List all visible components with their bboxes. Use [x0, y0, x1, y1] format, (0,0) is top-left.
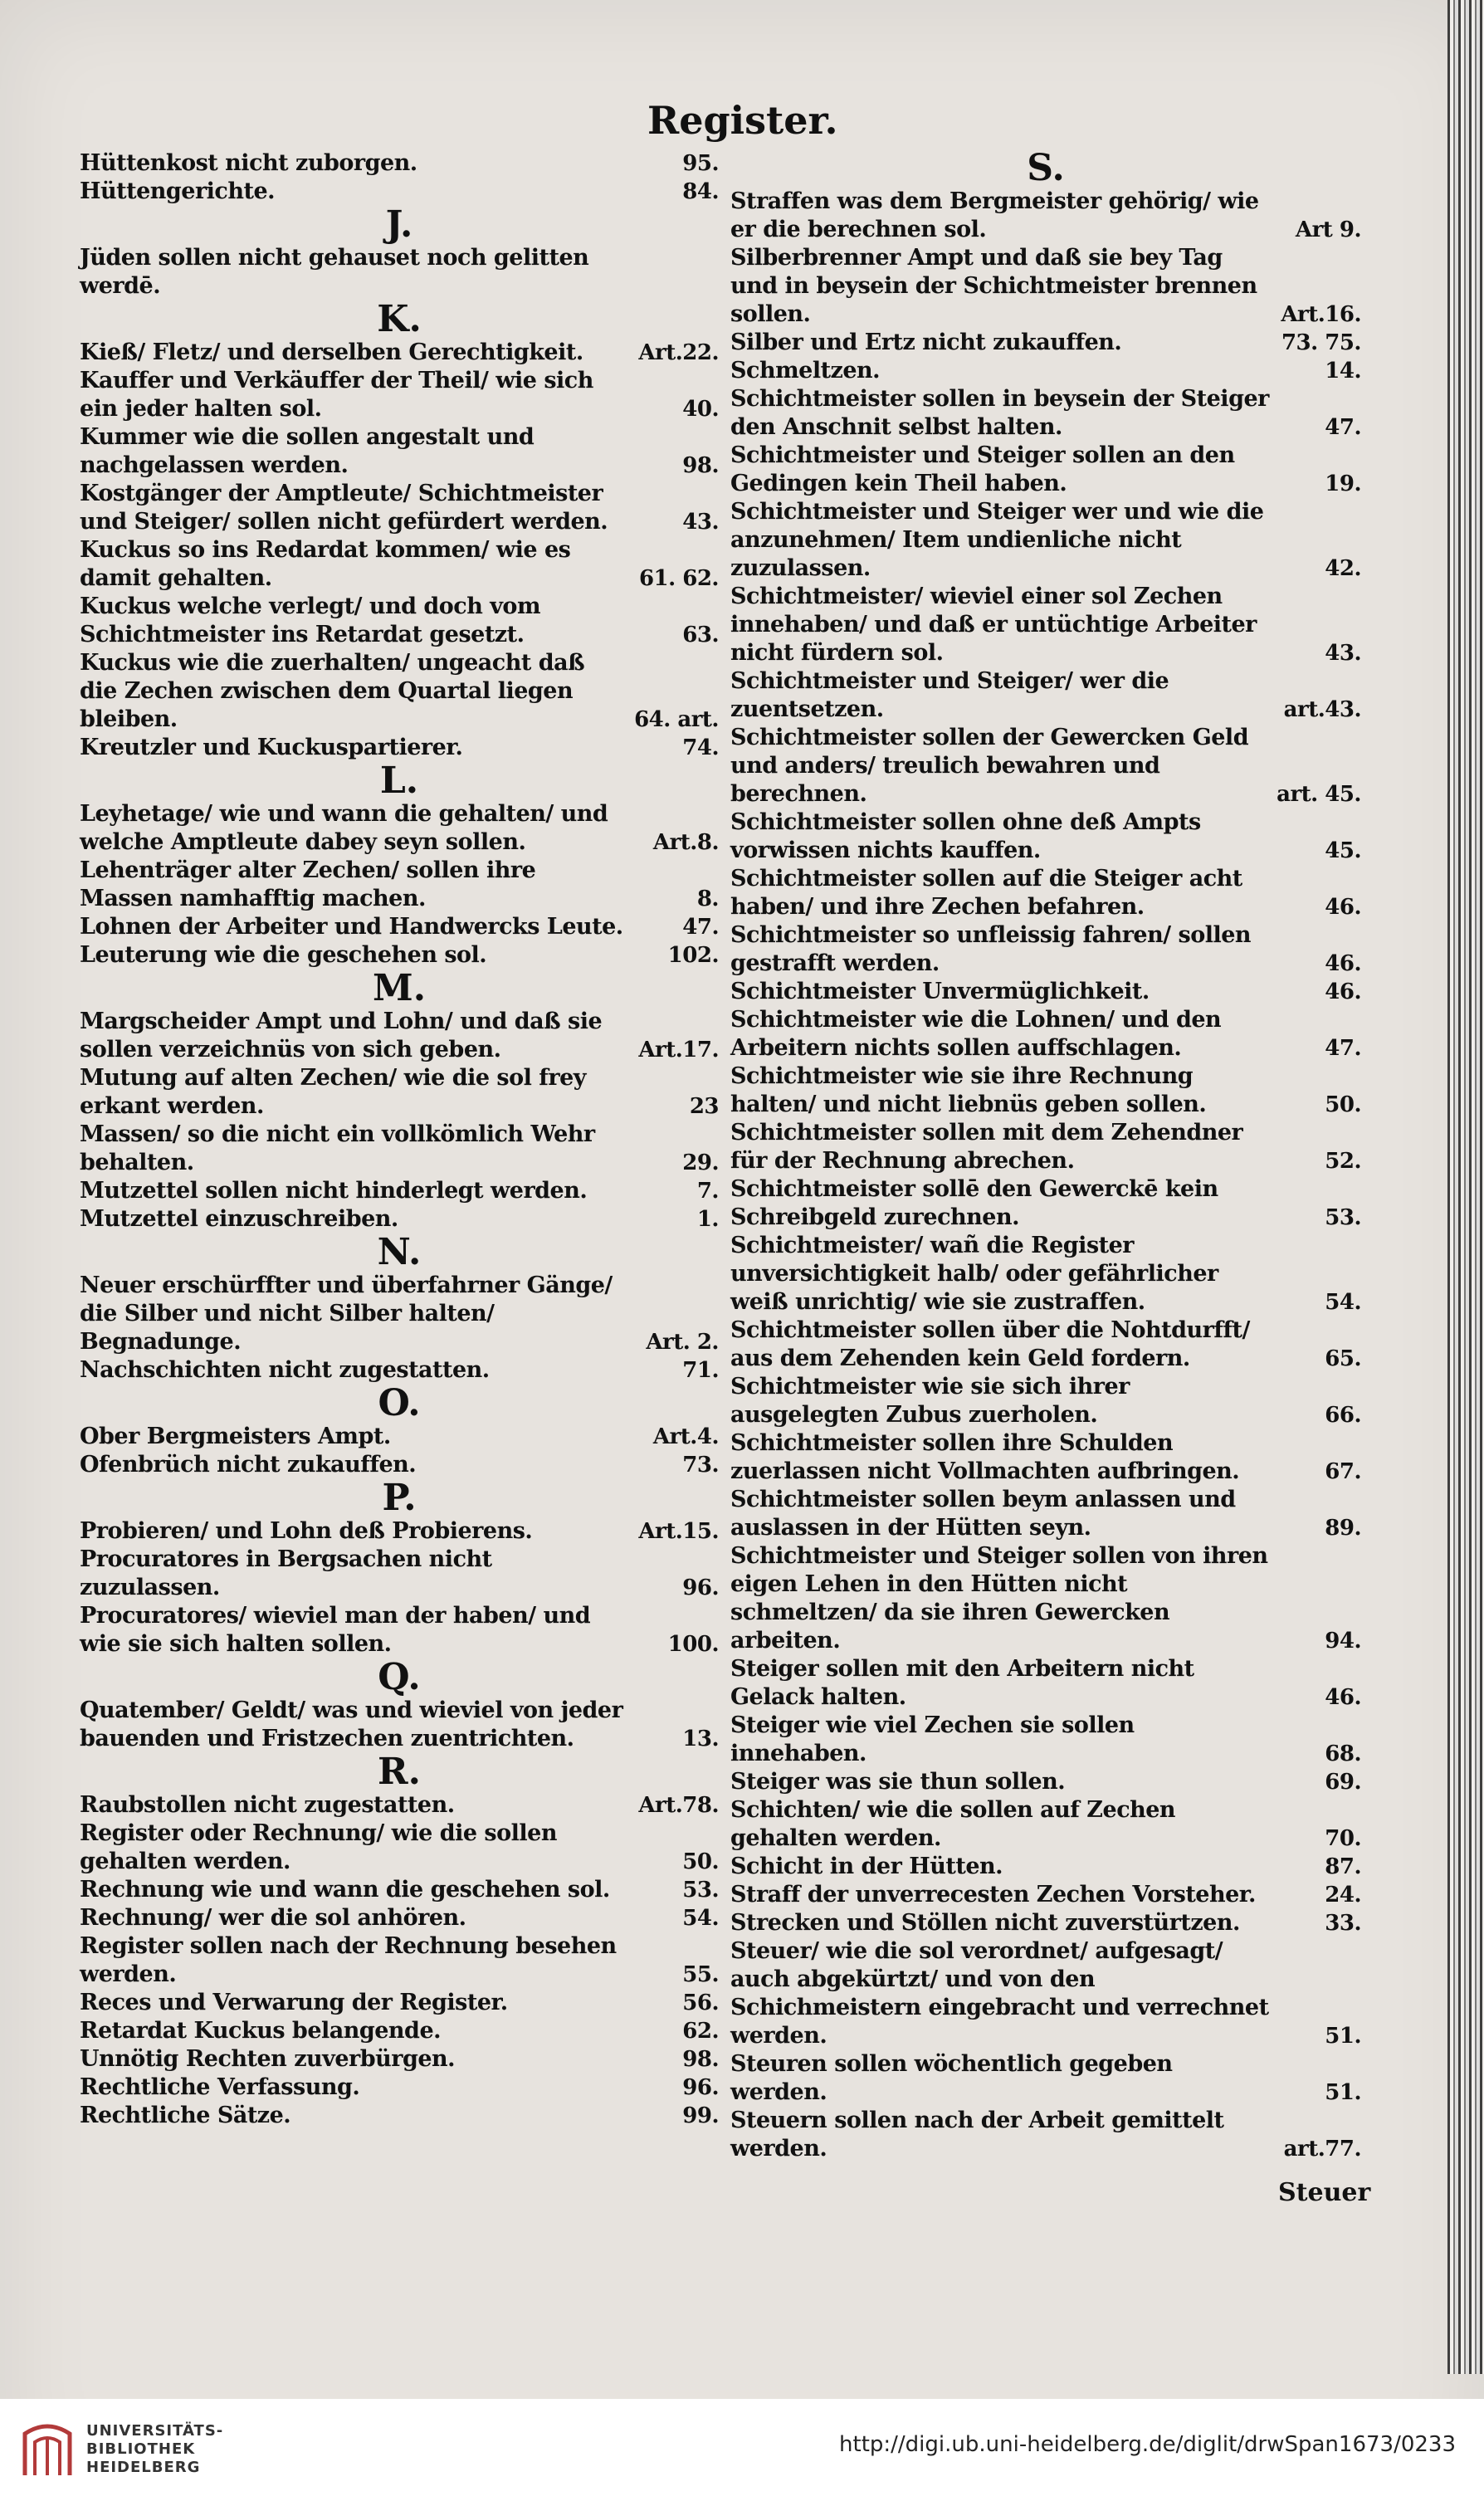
index-entry	[730, 808, 1361, 865]
entry-reference: 95.	[682, 151, 719, 176]
index-entry	[80, 800, 719, 857]
entry-text: Rechnung wie und wann die geschehen sol.	[80, 1877, 610, 1903]
index-entry	[730, 921, 1361, 978]
index-entry	[730, 1542, 1361, 1655]
section-letter: J.	[385, 203, 413, 246]
library-name-line1: UNIVERSITÄTS-	[86, 2422, 224, 2440]
index-entry	[80, 1423, 719, 1451]
entry-text: Steiger sollen mit den Arbeitern nicht Gelack halten.	[730, 1656, 1194, 1710]
section-letter: K.	[377, 298, 422, 340]
library-name	[86, 2422, 223, 2477]
entry-reference: 24.	[1325, 1883, 1361, 1908]
entry-text: Schichtmeister so unfleissig fahren/ sollen gestrafft werden.	[730, 922, 1252, 976]
index-entry	[730, 329, 1361, 357]
university-seal-icon	[18, 2417, 76, 2480]
entry-reference: 53.	[682, 1878, 719, 1903]
index-entry	[730, 2107, 1361, 2163]
entry-reference: 73.	[682, 1453, 719, 1478]
index-entry	[730, 498, 1361, 583]
entry-text: Kuckus so ins Redardat kommen/ wie es damit gehalten.	[80, 537, 571, 591]
index-entry	[80, 1602, 719, 1658]
entry-text: Steiger was sie thun sollen.	[730, 1769, 1066, 1795]
entry-text: Mutung auf alten Zechen/ wie die sol frey erkant werden.	[80, 1065, 586, 1119]
entry-text: Schichtmeister/ wañ die Register unversichtigkeit halb/ oder gefährlicher weiß unrichtig/ wie sie zustraffen.	[730, 1233, 1218, 1315]
index-entry	[80, 1546, 719, 1602]
entry-reference: 55.	[682, 1962, 719, 1987]
index-entry	[80, 1791, 719, 1820]
index-entry	[80, 1517, 719, 1546]
entry-text: Strecken und Stöllen nicht zuverstürtzen.	[730, 1910, 1240, 1936]
entry-text: Kuckus welche verlegt/ und doch vom Schichtmeister ins Retardat gesetzt.	[80, 593, 541, 647]
entry-text: Massen/ so die nicht ein vollkömlich Wehr behalten.	[80, 1121, 595, 1175]
entry-reference: art.77.	[1283, 2137, 1361, 2162]
entry-text: Nachschichten nicht zugestatten.	[80, 1357, 490, 1383]
entry-text: Rechtliche Sätze.	[80, 2103, 291, 2128]
index-entry	[730, 1796, 1361, 1853]
index-entry	[80, 339, 719, 367]
entry-text: Steiger wie viel Zechen sie sollen innehaben.	[730, 1712, 1135, 1766]
entry-text: Schichten/ wie die sollen auf Zechen gehalten werden.	[730, 1797, 1176, 1851]
entry-reference: Art.15.	[638, 1519, 719, 1544]
entry-reference: 62.	[682, 2019, 719, 2044]
index-entry	[80, 1008, 719, 1064]
index-entry	[80, 536, 719, 593]
index-entry	[730, 1062, 1361, 1119]
entry-reference: 69.	[1325, 1770, 1361, 1795]
entry-reference: 67.	[1325, 1459, 1361, 1484]
entry-reference: 50.	[1325, 1092, 1361, 1117]
index-entry	[80, 2017, 719, 2045]
entry-text: Straffen was dem Bergmeister gehörig/ wie er die berechnen sol.	[730, 188, 1259, 242]
index-entry	[80, 2102, 719, 2130]
entry-text: Schichtmeister und Steiger wer und wie die anzunehmen/ Item undienliche nicht zuzulassen.	[730, 499, 1264, 581]
entry-reference: art. 45.	[1277, 782, 1361, 807]
entry-text: Schichtmeister sollen auf die Steiger acht haben/ und ihre Zechen befahren.	[730, 866, 1242, 920]
entry-reference: 65.	[1325, 1346, 1361, 1371]
entry-reference: 14.	[1325, 359, 1361, 383]
section-letter: N.	[377, 1231, 422, 1273]
section-letter: L.	[379, 760, 419, 802]
entry-text: Lohnen der Arbeiter und Handwercks Leute.	[80, 914, 623, 940]
entry-text: Lehenträger alter Zechen/ sollen ihre Massen namhafftig machen.	[80, 857, 536, 911]
entry-text: Kieß/ Fletz/ und derselben Gerechtigkeit.	[80, 339, 583, 365]
entry-text: Steuer/ wie die sol verordnet/ aufgesagt/ auch abgekürtzt/ und von den Schichmeistern eingebracht und verrechnet werden.	[730, 1938, 1269, 2049]
entry-text: Schichtmeister sollen ihre Schulden zuerlassen nicht Vollmachten aufbringen.	[730, 1430, 1240, 1484]
entry-reference: 98.	[682, 2047, 719, 2072]
entry-text: Straff der unverrecesten Zechen Vorsteher.	[730, 1882, 1256, 1908]
index-entry	[730, 357, 1361, 385]
entry-reference: Art.4.	[652, 1424, 719, 1449]
entry-reference: 98.	[682, 453, 719, 478]
entry-reference: 50.	[682, 1849, 719, 1874]
index-entry	[80, 423, 719, 480]
index-entry	[730, 1768, 1361, 1796]
entry-text: Leuterung wie die geschehen sol.	[80, 942, 487, 968]
entry-reference: 70.	[1325, 1826, 1361, 1851]
entry-reference: 54.	[682, 1906, 719, 1931]
index-entry	[730, 583, 1361, 667]
entry-text: Mutzettel einzuschreiben.	[80, 1206, 398, 1232]
index-entry	[80, 941, 719, 970]
entry-reference: 47.	[682, 915, 719, 940]
index-entry	[730, 1232, 1361, 1316]
entry-text: Reces und Verwarung der Register.	[80, 1990, 508, 2015]
entry-reference: Art.8.	[652, 830, 719, 855]
section-letter: R.	[378, 1751, 421, 1793]
entry-text: Schichtmeister sollen mit dem Zehendner für der Rechnung abrechen.	[730, 1120, 1243, 1174]
entry-reference: 94.	[1325, 1629, 1361, 1653]
entry-text: Schicht in der Hütten.	[730, 1854, 1003, 1879]
source-url[interactable]: http://digi.ub.uni-heidelberg.de/diglit/drwSpan1673/0233	[839, 2432, 1456, 2457]
index-entry	[80, 178, 719, 206]
entry-text: Kuckus wie die zuerhalten/ ungeacht daß die Zechen zwischen dem Quartal liegen bleiben.	[80, 650, 585, 732]
entry-reference: 33.	[1325, 1911, 1361, 1936]
entry-text: Retardat Kuckus belangende.	[80, 2018, 442, 2044]
index-entry	[80, 1451, 719, 1479]
index-entry	[730, 188, 1361, 244]
index-entry	[80, 1932, 719, 1989]
index-entry	[730, 244, 1361, 329]
index-entry	[730, 1712, 1361, 1768]
index-entry	[730, 1937, 1361, 2050]
index-entry	[80, 1876, 719, 1904]
index-entry	[80, 2045, 719, 2074]
section-letter: S.	[1027, 147, 1065, 189]
index-entry	[730, 1853, 1361, 1881]
index-entry	[730, 1006, 1361, 1062]
entry-reference: 19.	[1325, 471, 1361, 496]
entry-reference: Art 9.	[1295, 217, 1361, 242]
entry-reference: 45.	[1325, 838, 1361, 863]
entry-text: Kreutzler und Kuckuspartierer.	[80, 735, 463, 760]
entry-reference: Art. 2.	[646, 1330, 719, 1355]
index-entry	[80, 1064, 719, 1121]
entry-text: Procuratores/ wieviel man der haben/ und wie sie sich halten sollen.	[80, 1603, 591, 1657]
entry-reference: 87.	[1325, 1854, 1361, 1879]
entry-text: Schichtmeister Unvermüglichkeit.	[730, 979, 1150, 1004]
left-column	[80, 149, 719, 2130]
index-entry	[80, 367, 719, 423]
index-entry	[80, 593, 719, 649]
entry-text: Register oder Rechnung/ wie die sollen gehalten werden.	[80, 1820, 557, 1874]
index-entry	[80, 1697, 719, 1753]
index-entry	[730, 865, 1361, 921]
index-entry	[730, 1486, 1361, 1542]
index-entry	[80, 1121, 719, 1177]
entry-reference: art.43.	[1283, 697, 1361, 722]
entry-text: Steuren sollen wöchentlich gegeben werden.	[730, 2051, 1173, 2105]
entry-reference: Art.16.	[1281, 302, 1361, 327]
entry-reference: 42.	[1325, 556, 1361, 581]
index-entry	[80, 244, 719, 300]
entry-text: Schichtmeister/ wieviel einer sol Zechen innehaben/ und daß er untüchtige Arbeiter nicht fürdern sol.	[730, 584, 1257, 666]
index-entry	[730, 1909, 1361, 1937]
entry-reference: 43.	[1325, 641, 1361, 666]
entry-text: Margscheider Ampt und Lohn/ und daß sie sollen verzeichnüs von sich geben.	[80, 1009, 603, 1062]
entry-text: Schmeltzen.	[730, 358, 881, 383]
index-entry	[80, 2074, 719, 2102]
entry-text: Hüttengerichte.	[80, 178, 276, 204]
index-entry	[730, 667, 1361, 724]
entry-text: Schichtmeister sollen in beysein der Steiger den Anschnit selbst halten.	[730, 386, 1269, 440]
entry-reference: Art.17.	[638, 1038, 719, 1062]
section-letter: Q.	[378, 1656, 421, 1698]
entry-reference: 8.	[696, 887, 719, 911]
entry-text: Hüttenkost nicht zuborgen.	[80, 150, 417, 176]
index-entry	[730, 1373, 1361, 1429]
entry-reference: 74.	[682, 735, 719, 760]
entry-text: Steuern sollen nach der Arbeit gemittelt werden.	[730, 2108, 1224, 2162]
library-name-line2: BIBLIOTHEK	[86, 2440, 196, 2458]
entry-reference: 23	[689, 1094, 719, 1119]
index-entry	[80, 857, 719, 913]
entry-reference: 89.	[1325, 1516, 1361, 1541]
index-entry	[730, 2050, 1361, 2107]
entry-text: Schichtmeister und Steiger sollen an den Gedingen kein Theil haben.	[730, 442, 1235, 496]
entry-text: Raubstollen nicht zugestatten.	[80, 1792, 455, 1818]
index-entry	[80, 1205, 719, 1233]
library-name-line3: HEIDELBERG	[86, 2459, 201, 2476]
entry-text: Jüden sollen nicht gehauset noch gelitten werdē.	[80, 245, 589, 299]
index-entry	[80, 149, 719, 178]
index-entry	[730, 1655, 1361, 1712]
index-entry	[730, 442, 1361, 498]
index-entry	[80, 1904, 719, 1932]
entry-reference: 99.	[682, 2103, 719, 2128]
entry-text: Register sollen nach der Rechnung besehen werden.	[80, 1933, 617, 1987]
index-entry	[80, 1820, 719, 1876]
entry-text: Schichtmeister wie sie ihre Rechnung halten/ und nicht liebnüs geben sollen.	[730, 1063, 1207, 1117]
entry-reference: 29.	[682, 1150, 719, 1175]
index-entry	[80, 1989, 719, 2017]
page-edge-shadow	[1447, 0, 1484, 2374]
entry-text: Schichtmeister wie die Lohnen/ und den Arbeitern nichts sollen auffschlagen.	[730, 1007, 1222, 1061]
entry-reference: 102.	[667, 943, 719, 968]
entry-reference: 1.	[696, 1207, 719, 1232]
index-entry	[730, 1429, 1361, 1486]
entry-text: Silberbrenner Ampt und daß sie bey Tag und in beysein der Schichtmeister brennen sollen.	[730, 245, 1257, 327]
index-entry	[730, 1119, 1361, 1175]
entry-reference: 66.	[1325, 1403, 1361, 1428]
entry-text: Kauffer und Verkäuffer der Theil/ wie sich ein jeder halten sol.	[80, 368, 593, 422]
entry-reference: 47.	[1325, 415, 1361, 440]
index-entry	[80, 734, 719, 762]
entry-reference: Art.78.	[638, 1793, 719, 1818]
entry-reference: 96.	[682, 2075, 719, 2100]
entry-text: Rechnung/ wer die sol anhören.	[80, 1905, 466, 1931]
entry-reference: 47.	[1325, 1036, 1361, 1061]
entry-text: Schichtmeister und Steiger/ wer die zuentsetzen.	[730, 668, 1169, 722]
section-letter: M.	[372, 967, 427, 1009]
entry-reference: 100.	[667, 1632, 719, 1657]
index-entry	[730, 1881, 1361, 1909]
index-entry	[730, 724, 1361, 808]
index-entry	[730, 1175, 1361, 1232]
entry-text: Ober Bergmeisters Ampt.	[80, 1424, 391, 1449]
entry-reference: 46.	[1325, 951, 1361, 976]
entry-text: Kummer wie die sollen angestalt und nachgelassen werden.	[80, 424, 535, 478]
entry-text: Leyhetage/ wie und wann die gehalten/ und welche Amptleute dabey seyn sollen.	[80, 801, 608, 855]
index-entry	[80, 480, 719, 536]
index-entry	[80, 1177, 719, 1205]
page-header: Register.	[647, 98, 838, 143]
entry-reference: 68.	[1325, 1741, 1361, 1766]
entry-text: Mutzettel sollen nicht hinderlegt werden.	[80, 1178, 588, 1204]
entry-text: Schichtmeister sollē den Gewerckē kein Schreibgeld zurechnen.	[730, 1176, 1218, 1230]
entry-reference: 73. 75.	[1281, 330, 1361, 355]
entry-reference: 51.	[1325, 2080, 1361, 2105]
index-entry	[730, 1316, 1361, 1373]
entry-reference: 84.	[682, 179, 719, 204]
footer-bar	[0, 2399, 1484, 2501]
entry-text: Schichtmeister sollen ohne deß Ampts vorwissen nichts kauffen.	[730, 809, 1201, 863]
index-entry	[80, 1356, 719, 1385]
entry-text: Probieren/ und Lohn deß Probierens.	[80, 1518, 533, 1544]
entry-reference: 52.	[1325, 1149, 1361, 1174]
entry-reference: 46.	[1325, 979, 1361, 1004]
entry-text: Silber und Ertz nicht zukauffen.	[730, 330, 1122, 355]
index-entry	[730, 385, 1361, 442]
entry-text: Procuratores in Bergsachen nicht zuzulassen.	[80, 1546, 492, 1600]
entry-reference: 46.	[1325, 1685, 1361, 1710]
entry-text: Schichtmeister sollen über die Nohtdurfft/ aus dem Zehenden kein Geld fordern.	[730, 1317, 1250, 1371]
entry-text: Rechtliche Verfassung.	[80, 2074, 360, 2100]
entry-reference: 96.	[682, 1575, 719, 1600]
entry-reference: 63.	[682, 623, 719, 647]
entry-reference: 54.	[1325, 1290, 1361, 1315]
entry-reference: Art.22.	[638, 340, 719, 365]
entry-reference: 61. 62.	[638, 566, 719, 591]
entry-reference: 43.	[682, 510, 719, 535]
entry-reference: 71.	[682, 1358, 719, 1383]
section-letter: P.	[382, 1477, 417, 1519]
entry-text: Ofenbrüch nicht zukauffen.	[80, 1452, 417, 1478]
catchword: Steuer	[1278, 2178, 1371, 2207]
right-column	[730, 149, 1361, 2163]
entry-reference: 40.	[682, 397, 719, 422]
entry-reference: 64. art.	[634, 707, 719, 732]
index-entry	[80, 913, 719, 941]
entry-text: Quatember/ Geldt/ was und wieviel von jeder bauenden und Fristzechen zuentrichten.	[80, 1697, 623, 1751]
entry-reference: 46.	[1325, 895, 1361, 920]
entry-text: Schichtmeister sollen beym anlassen und auslassen in der Hütten seyn.	[730, 1487, 1236, 1541]
entry-reference: 51.	[1325, 2024, 1361, 2049]
entry-text: Schichtmeister wie sie sich ihrer ausgelegten Zubus zuerholen.	[730, 1374, 1130, 1428]
index-entry	[80, 1272, 719, 1356]
entry-reference: 7.	[696, 1179, 719, 1204]
index-entry	[80, 649, 719, 734]
entry-reference: 13.	[682, 1727, 719, 1751]
entry-reference: 53.	[1325, 1205, 1361, 1230]
entry-text: Neuer erschürffter und überfahrner Gänge/ die Silber und nicht Silber halten/ Begnadunge.	[80, 1272, 613, 1355]
entry-reference: 56.	[682, 1991, 719, 2015]
entry-text: Schichtmeister sollen der Gewercken Geld und anders/ treulich bewahren und berechnen.	[730, 725, 1249, 807]
entry-text: Unnötig Rechten zuverbürgen.	[80, 2046, 456, 2072]
section-letter: O.	[378, 1382, 421, 1424]
index-entry	[730, 978, 1361, 1006]
entry-text: Kostgänger der Amptleute/ Schichtmeister und Steiger/ sollen nicht gefürdert werden.	[80, 481, 608, 535]
entry-text: Schichtmeister und Steiger sollen von ihren eigen Lehen in den Hütten nicht schmeltzen/ da sie ihren Gewercken arbeiten.	[730, 1543, 1268, 1653]
